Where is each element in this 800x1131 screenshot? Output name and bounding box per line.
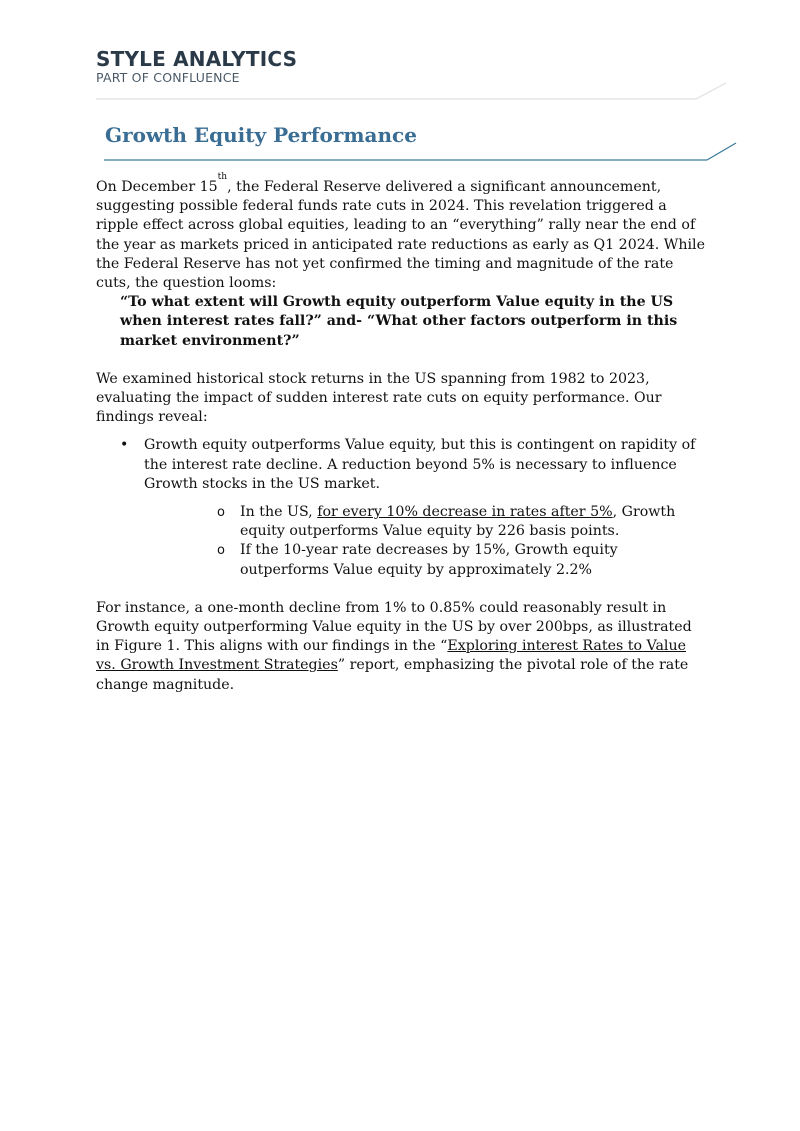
intro-text-start: On December 15 <box>96 179 218 195</box>
brand-name: STYLE ANALYTICS <box>96 47 298 71</box>
detail-text: In the US, <box>240 504 318 521</box>
intro-paragraph <box>96 172 706 293</box>
title-underline <box>104 142 744 164</box>
underlined-phrase: for every 10% decrease in rates after 5% <box>317 504 613 521</box>
finding-text: Growth equity outperforms Value equity, but this is contingent on rapidity of the interest rate decline. A reduction beyond 5% is necessary to influence Growth stocks in the US market. <box>144 437 696 492</box>
article-body <box>96 172 706 695</box>
date-ordinal: th <box>217 172 228 182</box>
closing-text-start: For instance, a one-month decline from 1% to 0.85% could reasonably result in Growth equity outperforming Value equity in the US by over 200bps, as illustrated in Figure 1. This aligns with our findings in the “ <box>96 599 692 655</box>
closing-text-end: ” report, emphasizing the pivotal role of the rate change magnitude. <box>96 657 689 693</box>
brand-tagline: PART OF CONFLUENCE <box>96 70 240 85</box>
closing-paragraph <box>96 599 706 695</box>
detail-item-1 <box>144 503 706 541</box>
finding-details <box>144 503 706 580</box>
findings-intro: We examined historical stock returns in the US spanning from 1982 to 2023, evaluating the impact of sudden interest rate cuts on equity performance. Our findings reveal: <box>96 370 662 426</box>
header-divider <box>96 82 736 102</box>
report-link[interactable]: Exploring interest Rates to Value vs. Growth Investment Strategies <box>96 638 686 674</box>
detail-item-2: o If the 10-year rate decreases by 15%, Growth equity outperforms Value equity by approximately 2.2% <box>144 541 706 579</box>
key-question-quote: “To what extent will Growth equity outperform Value equity in the US when interest rates fall?” and- “What other factors outperform in this market environment?” <box>120 294 678 349</box>
finding-item <box>96 436 706 579</box>
brand-logo <box>96 48 297 86</box>
findings-list <box>96 436 706 579</box>
section-title: Growth Equity Performance <box>105 123 417 147</box>
detail-text: , Growth equity outperforms Value equity by 226 basis points. <box>240 504 676 540</box>
intro-text-end: , the Federal Reserve delivered a significant announcement, suggesting possible federal funds rate cuts in 2024. This revelation triggered a ripple effect across global equities, leading to an “everything” rally near the end of the year as markets priced in anticipated rate reductions as early as Q1 2024. While the Federal Reserve has not yet confirmed the timing and magnitude of the rate cuts, the question looms: <box>96 179 705 292</box>
